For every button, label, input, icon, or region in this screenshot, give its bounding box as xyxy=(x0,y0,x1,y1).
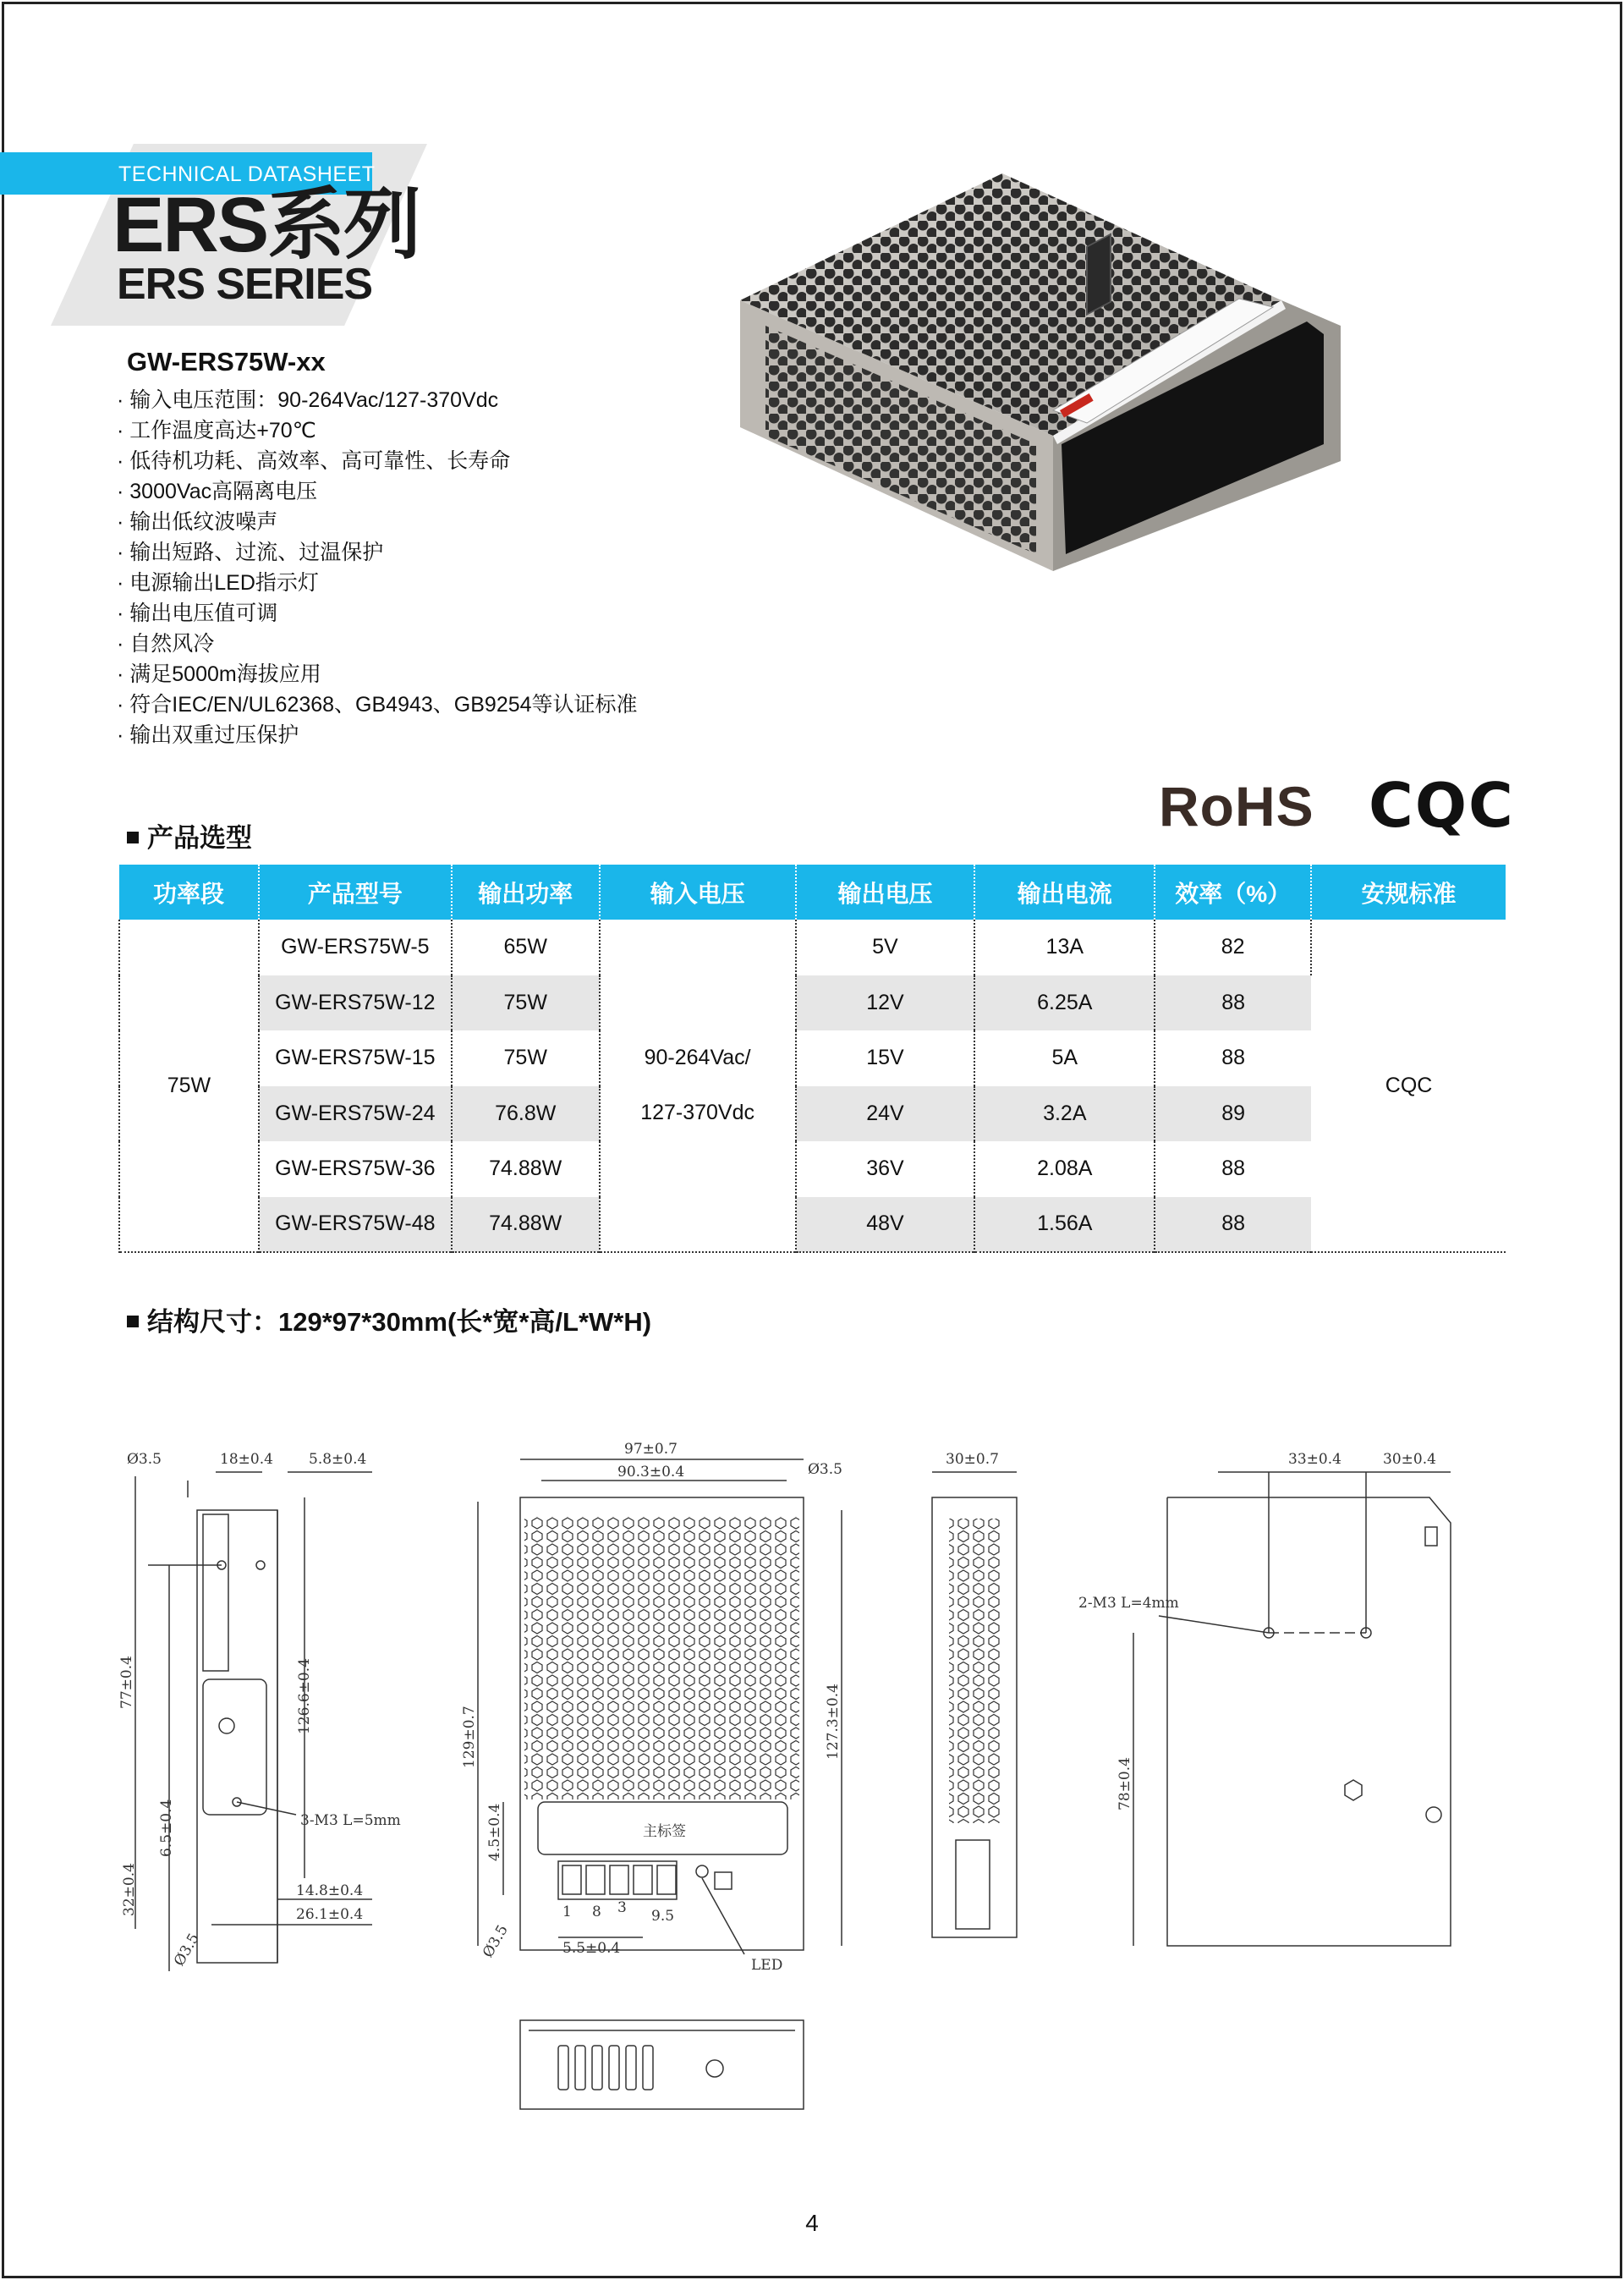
model-cell: GW-ERS75W-36 xyxy=(259,1141,452,1197)
series-title-en: ERS SERIES xyxy=(117,260,373,309)
bottom-view-drawing xyxy=(520,2020,804,2109)
vout-cell: 15V xyxy=(796,1030,975,1086)
input-voltage-cell xyxy=(600,920,796,1252)
selection-table xyxy=(118,865,1506,1253)
power-cell: 65W xyxy=(452,920,600,975)
dim-label: 14.8±0.4 xyxy=(296,1882,364,1899)
power-cell: 75W xyxy=(452,1030,600,1086)
terminal-num: 1 xyxy=(562,1904,572,1920)
eff-cell: 82 xyxy=(1155,920,1311,975)
dim-label: Ø3.5 xyxy=(171,1931,203,1970)
terminal-num: 3 xyxy=(617,1899,627,1916)
feature-item: · 输出电压值可调 xyxy=(117,598,638,629)
power-segment-cell: 75W xyxy=(119,920,259,1252)
table-header-row xyxy=(119,865,1506,920)
eff-cell: 88 xyxy=(1221,1046,1246,1070)
page-number: 4 xyxy=(805,2210,819,2236)
vout-cell: 5V xyxy=(796,920,975,975)
model-cell: GW-ERS75W-5 xyxy=(259,920,452,975)
feature-item: · 3000Vac高隔离电压 xyxy=(117,476,638,507)
col-header: 产品型号 xyxy=(259,865,452,920)
rohs-logo: RoHS xyxy=(1159,775,1314,838)
dim-label: 30±0.4 xyxy=(1383,1451,1436,1468)
feature-item: · 满足5000m海拔应用 xyxy=(117,659,638,689)
dim-label: 33±0.4 xyxy=(1288,1451,1341,1468)
feature-item: · 工作温度高达+70℃ xyxy=(117,415,638,446)
table-row xyxy=(119,1030,1506,1086)
input-voltage-line: 90-264Vac/ xyxy=(644,1046,751,1069)
feature-list xyxy=(117,385,638,750)
dim-label: 5.5±0.4 xyxy=(562,1940,621,1957)
dim-label: 97±0.7 xyxy=(624,1441,678,1458)
square-bullet-icon xyxy=(127,1316,139,1327)
feature-item: · 输入电压范围：90-264Vac/127-370Vdc xyxy=(117,385,638,415)
table-row xyxy=(119,1197,1506,1253)
vout-cell: 24V xyxy=(796,1086,975,1142)
eff-cell: 88 xyxy=(1155,1197,1311,1253)
feature-item: · 输出双重过压保护 xyxy=(117,720,638,750)
dim-label: 26.1±0.4 xyxy=(296,1906,364,1923)
dim-label: 4.5±0.4 xyxy=(486,1803,503,1861)
feature-item: · 输出短路、过流、过温保护 xyxy=(117,537,638,568)
table-row xyxy=(119,975,1506,1031)
dim-label: Ø3.5 xyxy=(127,1451,162,1468)
front-label-text: 主标签 xyxy=(643,1823,686,1840)
dim-label: 18±0.4 xyxy=(220,1451,273,1468)
power-cell: 74.88W xyxy=(452,1141,600,1197)
back-view-drawing xyxy=(1078,1451,1451,1946)
vout-cell: 48V xyxy=(796,1197,975,1253)
input-voltage-line: 127-370Vdc xyxy=(640,1101,755,1124)
col-header: 功率段 xyxy=(119,865,259,920)
dim-label: 32±0.4 xyxy=(121,1863,138,1916)
feature-item: · 低待机功耗、高效率、高可靠性、长寿命 xyxy=(117,446,638,476)
dim-label: 127.3±0.4 xyxy=(825,1684,842,1760)
feature-item: · 电源输出LED指示灯 xyxy=(117,568,638,598)
model-cell: GW-ERS75W-24 xyxy=(259,1086,452,1142)
dim-label: Ø3.5 xyxy=(480,1922,512,1961)
dim-label: 3-M3 L=5mm xyxy=(300,1812,401,1829)
product-photo xyxy=(732,157,1341,596)
feature-item: · 自然风冷 xyxy=(117,629,638,659)
selection-title-text: 产品选型 xyxy=(147,823,252,853)
selection-section-title xyxy=(127,816,252,854)
dim-label: 9.5 xyxy=(651,1908,675,1925)
dim-label: Ø3.5 xyxy=(808,1461,842,1478)
table-row xyxy=(119,920,1506,975)
iout-cell: 2.08A xyxy=(974,1141,1155,1197)
col-header: 效率（%） xyxy=(1155,865,1311,920)
terminal-num: 8 xyxy=(592,1904,601,1920)
model-cell: GW-ERS75W-12 xyxy=(259,975,452,1031)
profile-view-drawing xyxy=(932,1451,1017,1937)
feature-item: · 输出低纹波噪声 xyxy=(117,507,638,537)
dimensions-title-text: 结构尺寸：129*97*30mm(长*宽*高/L*W*H) xyxy=(147,1307,652,1337)
series-title-cn: ERS系列 xyxy=(112,182,420,268)
dim-label: 78±0.4 xyxy=(1116,1757,1133,1810)
safety-cell: CQC xyxy=(1311,920,1506,1252)
dimensions-section-title xyxy=(127,1300,651,1338)
col-header: 输出电流 xyxy=(974,865,1155,920)
col-header: 安规标准 xyxy=(1311,865,1506,920)
iout-cell: 5A xyxy=(974,1030,1155,1086)
model-cell: GW-ERS75W-48 xyxy=(259,1197,452,1253)
eff-cell: 88 xyxy=(1221,1156,1246,1181)
table-row xyxy=(119,1086,1506,1142)
dim-label: 6.5±0.4 xyxy=(158,1799,175,1857)
iout-cell: 1.56A xyxy=(974,1197,1155,1253)
power-cell: 75W xyxy=(452,975,600,1031)
vout-cell: 12V xyxy=(796,975,975,1031)
dim-label: 129±0.7 xyxy=(461,1706,478,1768)
datasheet-tag: TECHNICAL DATASHEET xyxy=(118,162,376,186)
dim-label: 5.8±0.4 xyxy=(309,1451,367,1468)
eff-cell: 88 xyxy=(1155,975,1311,1031)
front-view-drawing xyxy=(461,1441,842,1974)
dim-label: 77±0.4 xyxy=(118,1656,135,1709)
iout-cell: 13A xyxy=(974,920,1155,975)
feature-item: · 符合IEC/EN/UL62368、GB4943、GB9254等认证标准 xyxy=(117,689,638,720)
mechanical-drawings xyxy=(118,1438,1506,2115)
model-cell: GW-ERS75W-15 xyxy=(259,1030,452,1086)
power-cell: 74.88W xyxy=(452,1197,600,1253)
vout-cell: 36V xyxy=(796,1141,975,1197)
cqc-logo: CQC xyxy=(1369,770,1515,841)
led-label: LED xyxy=(751,1957,783,1974)
side-view-drawing xyxy=(118,1451,401,1971)
dim-label: 126.6±0.4 xyxy=(296,1658,313,1734)
col-header: 输入电压 xyxy=(600,865,796,920)
square-bullet-icon xyxy=(127,832,139,843)
iout-cell: 3.2A xyxy=(974,1086,1155,1142)
dim-label: 30±0.7 xyxy=(946,1451,999,1468)
iout-cell: 6.25A xyxy=(974,975,1155,1031)
col-header: 输出功率 xyxy=(452,865,600,920)
dim-label: 2-M3 L=4mm xyxy=(1078,1595,1179,1612)
power-cell: 76.8W xyxy=(452,1086,600,1142)
dim-label: 90.3±0.4 xyxy=(617,1464,685,1481)
model-name: GW-ERS75W-xx xyxy=(127,347,326,376)
table-row xyxy=(119,1141,1506,1197)
col-header: 输出电压 xyxy=(796,865,975,920)
eff-cell: 89 xyxy=(1155,1086,1311,1142)
